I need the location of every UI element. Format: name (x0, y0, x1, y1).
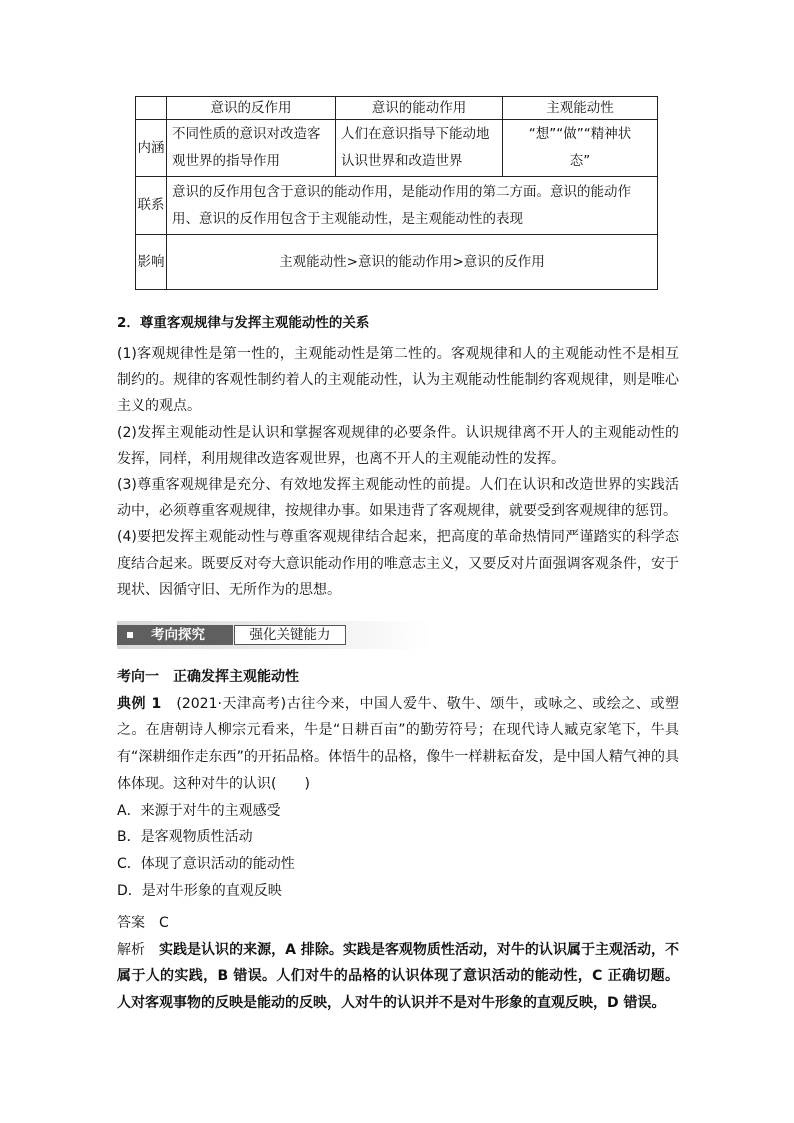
header-reaction: 意识的反作用 (167, 97, 336, 120)
question-stem-paragraph (117, 691, 679, 798)
table-row (136, 235, 658, 290)
option-a: A．来源于对牛的主观感受 (117, 802, 281, 819)
answer-value: C (159, 915, 169, 931)
header-active-role: 意识的能动作用 (336, 97, 503, 120)
comparison-table (135, 96, 658, 290)
option-d: D．是对牛形象的直观反映 (117, 882, 282, 899)
table-corner-cell (136, 97, 167, 120)
table-merged-cell: 主观能动性>意识的能动作用>意识的反作用 (167, 235, 658, 290)
analysis-label: 解析 (117, 941, 146, 958)
banner-dark-label (117, 625, 233, 645)
banner-light-label: 强化关键能力 (234, 625, 346, 645)
section-paragraphs (117, 341, 679, 603)
table-row (136, 120, 658, 177)
paragraph: (4)要把发挥主观能动性与尊重客观规律结合起来，把高度的革命热情同严谨踏实的科学态度结合起来。既要反对夸大意识能动作用的唯意志主义，又要反对片面强调客观条件，安于现状、因循守旧、无所作为的思想。 (117, 529, 679, 598)
paragraph: (1)客观规律性是第一性的，主观能动性是第二性的。客观规律和人的主观能动性不是相互制约的。规律的客观性制约着人的主观能动性，认为主观能动性能制约客观规律，则是唯心主义的观点。 (117, 346, 679, 415)
question-stem: 古往今来，中国人爱牛、敬牛、颂牛，或咏之、或绘之、或塑之。在唐朝诗人柳宗元看来，牛是“日耕百亩”的勤劳符号；在现代诗人臧克家笔下，牛具有“深耕细作走东西”的开拓品格。体悟牛的品格，像牛一样耕耘奋发，是中国人精气神的具体体现。这种对牛的认识( ) (117, 695, 680, 792)
paragraph: (2)发挥主观能动性是认识和掌握客观规律的必要条件。认识规律离不开人的主观能动性的发挥，同样，利用规律改造客观世界，也离不开人的主观能动性的发挥。 (117, 424, 679, 467)
question-topic: 考向一 正确发挥主观能动性 (117, 669, 299, 685)
option-c: C．体现了意识活动的能动性 (117, 855, 295, 872)
header-subjective-initiative: 主观能动性 (503, 97, 658, 120)
square-bullet-icon (127, 632, 133, 638)
table-cell: 不同性质的意识对改造客观世界的指导作用 (167, 120, 336, 177)
table-cell: “想”“做”“精神状态” (503, 120, 658, 177)
answer-line (117, 910, 679, 937)
question-block (117, 664, 679, 904)
table-cell: 人们在意识指导下能动地认识世界和改造世界 (336, 120, 503, 177)
question-label: 典例 1 (117, 695, 162, 712)
analysis-paragraph (117, 937, 679, 1017)
analysis-text: 实践是认识的来源，A 排除。实践是客观物质性活动，对牛的认识属于主观活动，不属于人的实践，B 错误。人们对牛的品格的认识体现了意识活动的能动性，C 正确切题。人对客观事物的反映是能动的反映，人对牛的认识并不是对牛形象的直观反映，D 错误。 (117, 941, 679, 1011)
section-title: 2．尊重客观规律与发挥主观能动性的关系 (117, 315, 370, 331)
row-label-relation: 联系 (136, 177, 167, 235)
row-label-connotation: 内涵 (136, 120, 167, 177)
table-header-row (136, 97, 658, 120)
table-row (136, 177, 658, 235)
answer-label: 答案 (117, 915, 145, 931)
paragraph: (3)尊重客观规律是充分、有效地发挥主观能动性的前提。人们在认识和改造世界的实践活动中，必须尊重客观规律，按规律办事。如果违背了客观规律，就要受到客观规律的惩罚。 (117, 477, 679, 520)
row-label-influence: 影响 (136, 235, 167, 290)
table-merged-cell: 意识的反作用包含于意识的能动作用，是能动作用的第二方面。意识的能动作用、意识的反作用包含于主观能动性，是主观能动性的表现 (167, 177, 658, 235)
answer-block (117, 910, 679, 1016)
banner-dark-text: 考向探究 (151, 627, 205, 643)
option-b: B．是客观物质性活动 (117, 829, 253, 846)
section-banner (117, 621, 431, 649)
question-source: (2021·天津高考) (176, 695, 287, 712)
